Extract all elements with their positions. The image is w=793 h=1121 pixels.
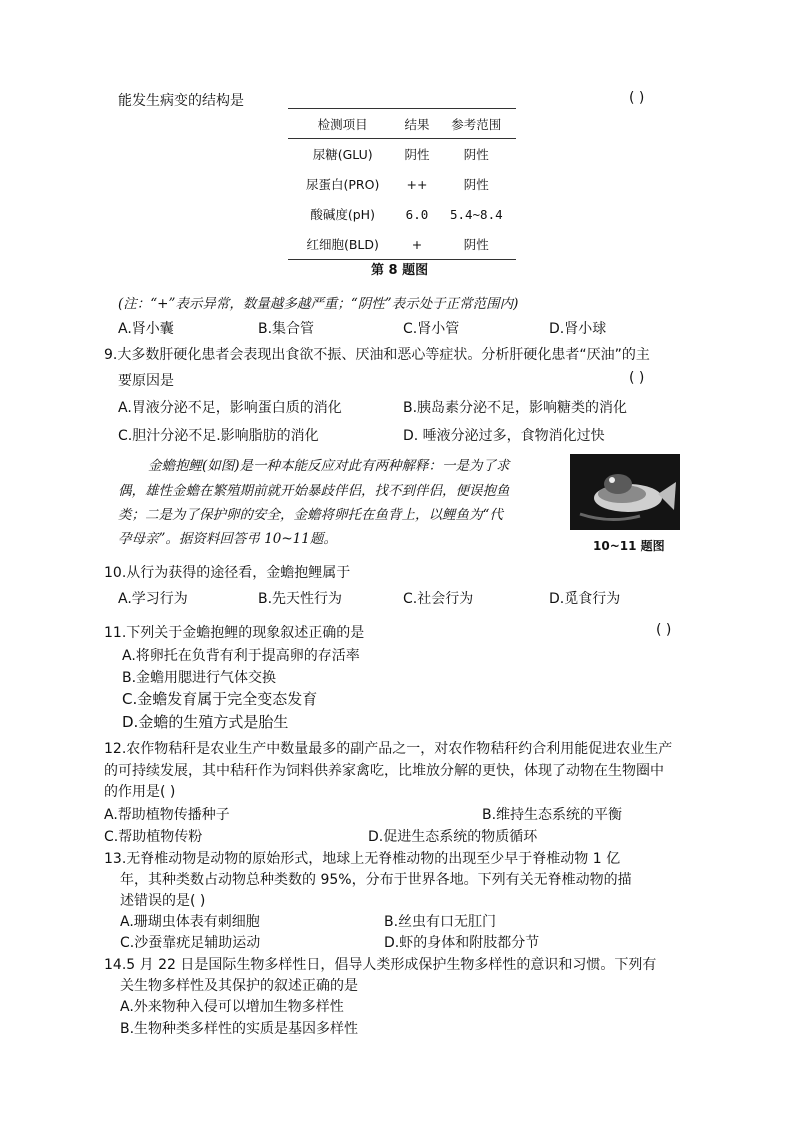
q13-option-d: D.虾的身体和附肢都分节 — [384, 935, 540, 951]
table-cell: 5.4~8.4 — [449, 206, 503, 222]
q8-stem: 能发生病变的结构是 — [118, 93, 244, 109]
q8-option-c: C.肾小管 — [403, 321, 460, 337]
toad-carp-photo — [570, 454, 680, 530]
q9-option-d: D. 唾液分泌过多，食物消化过快 — [403, 428, 605, 444]
q14-line-1: 14.5 月 22 日是国际生物多样性日，倡导人类形成保护生物多样性的意识和习惯。下列有 — [104, 957, 657, 973]
q10-option-c: C.社会行为 — [403, 591, 474, 607]
table-cell: ++ — [406, 176, 428, 192]
q11-stem: 11.下列关于金蟾抱鲤的现象叙述正确的是 — [104, 625, 365, 641]
q10-stem: 10.从行为获得的途径看，金蟾抱鲤属于 — [104, 565, 351, 581]
col-header-item: 检测项目 — [288, 109, 397, 139]
q11-option-a: A.将卵托在负背有利于提高卵的存活率 — [122, 648, 360, 664]
q14-option-b: B.生物种类多样性的实质是基因多样性 — [120, 1021, 359, 1037]
q8-answer-bracket: ( ) — [629, 90, 645, 106]
passage-figure-caption: 10~11 题图 — [593, 539, 665, 553]
q13-option-b: B.丝虫有口无肛门 — [384, 914, 497, 930]
table-row — [288, 229, 516, 260]
q9-option-c: C.胆汁分泌不足.影响脂肪的消化 — [118, 428, 319, 444]
q8-figure-caption: 第 8 题图 — [371, 263, 429, 278]
q12-line-2: 的可持续发展，其中秸秆作为饲料供养家禽吃，比堆放分解的更快，体现了动物在生物圈中 — [104, 763, 664, 779]
table-cell: 阴性 — [463, 147, 489, 162]
q13-option-c: C.沙蚕靠疣足辅助运动 — [120, 935, 261, 951]
q14-option-a: A.外来物种入侵可以增加生物多样性 — [120, 999, 344, 1015]
q9-line-1: 9.大多数肝硬化患者会表现出食欲不振、厌油和恶心等症状。分析肝硬化患者“厌油”的主 — [104, 347, 650, 363]
q10-option-d: D.觅食行为 — [549, 591, 621, 607]
table-cell: 酸碱度(pH) — [310, 207, 375, 222]
passage-line-4: 孕母亲”。据资料回答弔 10~11题。 — [118, 531, 337, 547]
table-cell: 阴性 — [437, 229, 516, 260]
q13-line-3: 述错误的是( ) — [120, 893, 206, 909]
q8-option-a: A.肾小囊 — [118, 321, 174, 337]
q10-option-b: B.先天性行为 — [258, 591, 343, 607]
q11-option-d: D.金蟾的生殖方式是胎生 — [122, 713, 289, 731]
q12-option-b: B.维持生态系统的平衡 — [482, 807, 623, 823]
urine-test-table — [288, 108, 516, 260]
q11-option-c: C.金蟾发育属于完全变态发育 — [122, 690, 318, 708]
q13-line-1: 13.无脊椎动物是动物的原始形式，地球上无脊椎动物的出现至少早于脊椎动物 1 亿 — [104, 851, 621, 867]
q11-answer-bracket: ( ) — [656, 622, 672, 638]
q11-option-b: B.金蟾用腮进行气体交换 — [122, 670, 277, 686]
q9-answer-bracket: ( ) — [629, 370, 645, 386]
table-row — [288, 199, 516, 229]
q14-line-2: 关生物多样性及其保护的叙述正确的是 — [120, 978, 358, 994]
q9-line-2: 要原因是 — [118, 373, 174, 389]
col-header-range: 参考范围 — [437, 109, 516, 139]
table-cell: 红细胞(BLD) — [288, 229, 397, 260]
table-cell: 6.0 — [405, 206, 429, 222]
q12-option-c: C.帮助植物传粉 — [104, 829, 203, 845]
q12-line-1: 12.农作物秸秆是农业生产中数量最多的副产品之一，对农作物秸秆约合利用能促进农业生产 — [104, 741, 673, 757]
table-row — [288, 169, 516, 199]
q8-option-d: D.肾小球 — [549, 321, 607, 337]
table-cell: 尿糖(GLU) — [312, 147, 373, 162]
passage-line-2: 偶，雄性金蟾在繁殖期前就开始暴歧伴侣，找不到伴侣，便误抱鱼 — [118, 483, 510, 499]
passage-line-1: 金蟾抱鲤(如图)是一种本能反应对此有两种解释：一是为了求 — [148, 458, 510, 474]
q12-line-3: 的作用是( ) — [104, 784, 176, 800]
q8-note: (注：“+”表示异常，数量越多越严重；“阴性”表示处于正常范围内) — [118, 296, 519, 312]
q12-option-d: D.促进生态系统的物质循环 — [368, 829, 538, 845]
q9-option-b: B.胰岛素分泌不足，影响糖类的消化 — [403, 400, 628, 416]
table-row — [288, 139, 516, 170]
table-cell: + — [397, 229, 436, 260]
q13-option-a: A.珊瑚虫体表有刺细胞 — [120, 914, 260, 930]
q13-line-2: 年，其种类数占动物总种类数的 95%，分布于世界各地。下列有关无脊椎动物的描 — [120, 872, 632, 888]
q9-option-a: A.胃液分泌不足，影响蛋白质的消化 — [118, 400, 342, 416]
q10-option-a: A.学习行为 — [118, 591, 188, 607]
q12-option-a: A.帮助植物传播种子 — [104, 807, 230, 823]
table-cell: 阴性 — [463, 177, 489, 192]
table-cell: 尿蛋白(PRO) — [306, 177, 380, 192]
q8-option-b: B.集合管 — [258, 321, 315, 337]
passage-line-3: 类；二是为了保护卵的安全，金蟾将卵托在鱼背上，以鲤鱼为“代 — [118, 507, 503, 523]
col-header-result: 结果 — [397, 109, 436, 139]
table-cell: 阴性 — [404, 147, 430, 162]
